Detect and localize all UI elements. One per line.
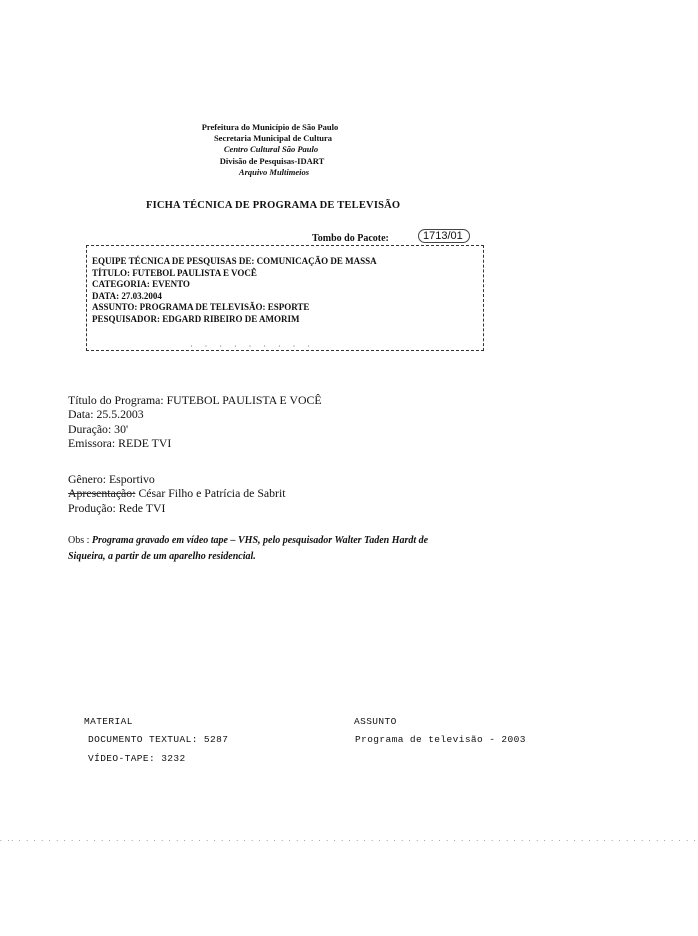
info-titulo: TÍTULO: FUTEBOL PAULISTA E VOCÊ — [92, 267, 257, 278]
program-broadcaster: Emissora: REDE TVI — [68, 436, 172, 451]
info-data: DATA: 27.03.2004 — [92, 290, 162, 301]
program-duration: Duração: 30' — [68, 421, 129, 436]
info-assunto: ASSUNTO: PROGRAMA DE TELEVISÃO: ESPORTE — [92, 302, 310, 313]
program-production: Produção: Rede TVI — [68, 500, 166, 515]
scan-artifact-line: . .. . . . . . . . . . . . . . . . . . . . . . . . . . . . . . . . . . . . . . . . . . . . . . . . . . . . . . . . . . . . . . . . . . . . . . . . . . . . . . . . . . . . . . . . . . . . — [0, 835, 698, 843]
header-line-centro-cultural: Centro Cultural São Paulo — [223, 144, 319, 155]
documento-textual: DOCUMENTO TEXTUAL: 5287 — [88, 734, 229, 745]
info-categoria: CATEGORIA: EVENTO — [92, 279, 190, 290]
header-line-arquivo: Arquivo Multimeios — [238, 166, 310, 177]
obs-text-2: Siqueira, a partir de um aparelho residencial. — [68, 551, 256, 562]
obs-text-1: Programa gravado em vídeo tape – VHS, pelo pesquisador Walter Taden Hardt de — [91, 535, 429, 546]
institution-header — [0, 122, 540, 178]
header-line-secretaria: Secretaria Municipal de Cultura — [213, 133, 333, 144]
video-tape: VÍDEO-TAPE: 3232 — [88, 753, 186, 764]
program-credits-block — [68, 472, 286, 515]
program-presenters — [68, 486, 286, 500]
program-date: Data: 25.5.2003 — [68, 407, 144, 422]
document-title: FICHA TÉCNICA DE PROGRAMA DE TELEVISÃO — [146, 200, 401, 211]
program-details-block — [68, 393, 322, 451]
material-label: MATERIAL — [84, 716, 133, 727]
assunto-label: ASSUNTO — [354, 716, 397, 727]
obs-label: Obs : — [68, 535, 90, 546]
tombo-value: 1713/01 — [418, 229, 470, 243]
program-genre: Gênero: Esportivo — [68, 472, 155, 486]
tombo-label: Tombo do Pacote: — [312, 233, 389, 244]
obs-line-1 — [68, 533, 428, 549]
info-pesquisador: PESQUISADOR: EDGARD RIBEIRO DE AMORIM — [92, 313, 300, 324]
presenters-value: César Filho e Patrícia de Sabrit — [138, 486, 286, 501]
info-box-lines — [92, 256, 377, 326]
header-line-divisao: Divisão de Pesquisas-IDART — [219, 155, 325, 166]
observations — [68, 533, 428, 565]
assunto-value: Programa de televisão - 2003 — [355, 734, 526, 745]
info-equipe: EQUIPE TÉCNICA DE PESQUISAS DE: COMUNICAÇÃO DE MASSA — [92, 256, 377, 266]
program-title: Título do Programa: FUTEBOL PAULISTA E VOCÊ — [68, 393, 322, 407]
box-dotted-marks: · · · · · · · · · — [190, 342, 315, 351]
presenters-label: Apresentação: — [68, 486, 136, 501]
header-line-prefeitura: Prefeitura do Município de São Paulo — [201, 122, 339, 132]
